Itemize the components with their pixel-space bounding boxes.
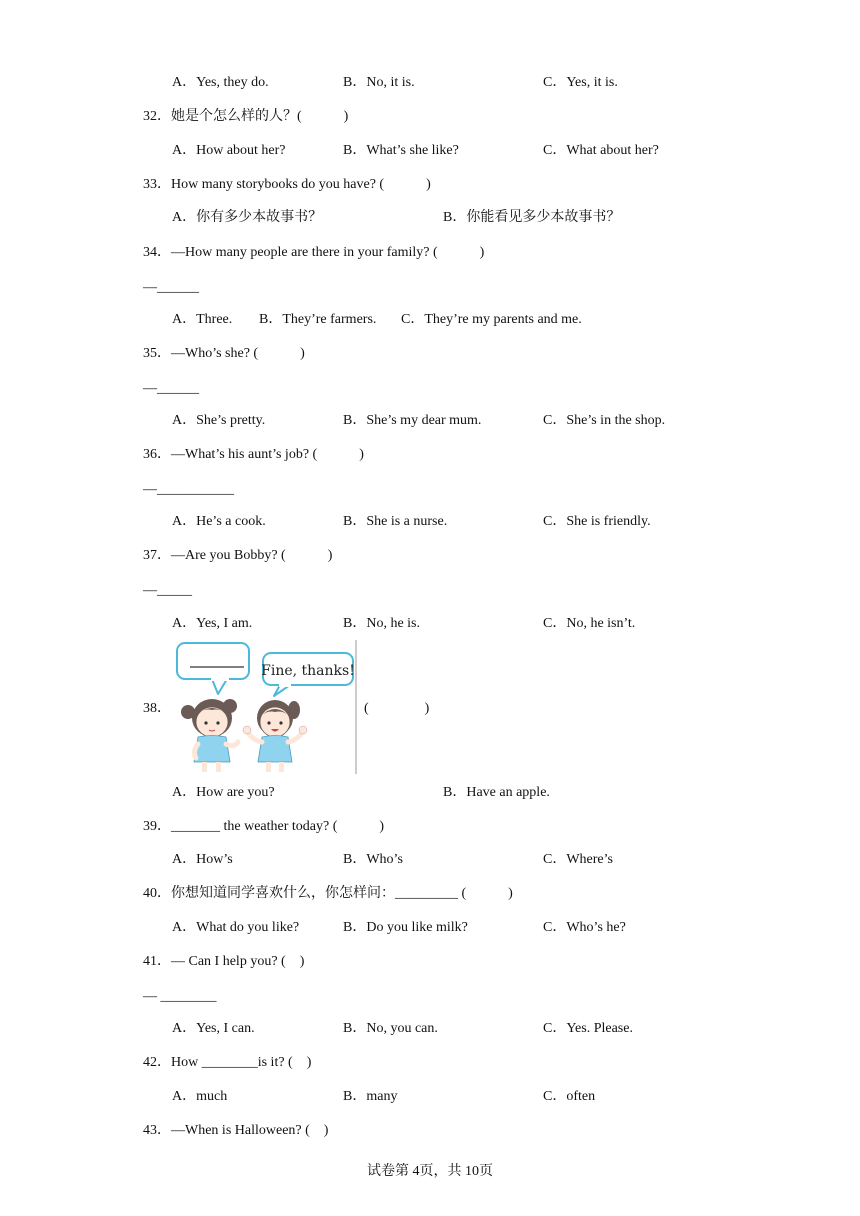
q35-stem: 35．—Who’s she? ( ) [143,346,305,361]
q42-option-c: C．often [543,1089,596,1104]
left-girl [181,699,238,772]
q33-stem: 33．How many storybooks do you have? ( ) [143,177,431,192]
q37-stem: 37．—Are you Bobby? ( ) [143,548,333,563]
q36-answer-blank: —___________ [143,482,234,497]
q40-option-b: B．Do you like milk? [343,920,468,935]
q41-option-b: B．No, you can. [343,1021,438,1036]
two-girls-illustration [172,640,358,774]
q34-option-b: B．They’re farmers. [259,312,377,327]
q31-option-c: C．Yes, it is. [543,75,618,90]
q42-stem: 42．How ________is it? ( ) [143,1055,312,1070]
q34-answer-blank: —______ [143,280,199,295]
q34-stem: 34．—How many people are there in your family? ( ) [143,245,485,260]
q33-option-a: A．你有多少本故事书？ [172,210,323,225]
q34-option-c: C．They’re my parents and me. [401,312,582,327]
q35-option-c: C．She’s in the shop. [543,413,666,428]
q37-option-b: B．No, he is. [343,616,420,631]
q38-answer-paren: ( ) [364,701,430,716]
q32-option-b: B．What’s she like? [343,143,459,158]
q40-stem: 40．你想知道同学喜欢什么，你怎样问：_________ ( ) [143,886,513,901]
q41-stem: 41．— Can I help you? ( ) [143,954,305,969]
bubble-text: Fine, thanks! [261,663,355,679]
q38-option-a: A．How are you? [172,785,275,800]
q35-answer-blank: —______ [143,381,199,396]
q42-option-b: B．many [343,1089,398,1104]
q43-stem: 43．—When is Halloween? ( ) [143,1123,329,1138]
page-footer: 试卷第 4页，共 10页 [367,1164,493,1179]
q32-option-c: C．What about her? [543,143,659,158]
q41-option-a: A．Yes, I can. [172,1021,255,1036]
q37-answer-blank: —_____ [143,583,192,598]
q36-option-c: C．She is friendly. [543,514,651,529]
q37-option-a: A．Yes, I am. [172,616,253,631]
q31-option-b: B．No, it is. [343,75,415,90]
right-girl [243,700,307,772]
q35-option-b: B．She’s my dear mum. [343,413,482,428]
q39-stem: 39．_______ the weather today? ( ) [143,819,385,834]
q34-option-a: A．Three. [172,312,233,327]
q38-number: 38． [143,701,171,716]
q32-stem: 32．她是个怎么样的人？( ) [143,109,349,124]
q36-option-b: B．She is a nurse. [343,514,448,529]
q33-option-b: B．你能看见多少本故事书？ [443,210,621,225]
q40-option-c: C．Who’s he? [543,920,626,935]
q36-option-a: A．He’s a cook. [172,514,266,529]
q42-option-a: A．much [172,1089,228,1104]
left-speech-bubble [177,643,249,679]
q41-option-c: C．Yes. Please. [543,1021,633,1036]
q35-option-a: A．She’s pretty. [172,413,266,428]
q31-option-a: A．Yes, they do. [172,75,269,90]
q37-option-c: C．No, he isn’t. [543,616,636,631]
q36-stem: 36．—What’s his aunt’s job? ( ) [143,447,364,462]
q39-option-b: B．Who’s [343,852,403,867]
q39-option-c: C．Where’s [543,852,613,867]
q32-option-a: A．How about her? [172,143,286,158]
q40-option-a: A．What do you like? [172,920,300,935]
q39-option-a: A．How’s [172,852,233,867]
q41-answer-blank: — ________ [143,989,217,1004]
q38-option-b: B．Have an apple. [443,785,550,800]
